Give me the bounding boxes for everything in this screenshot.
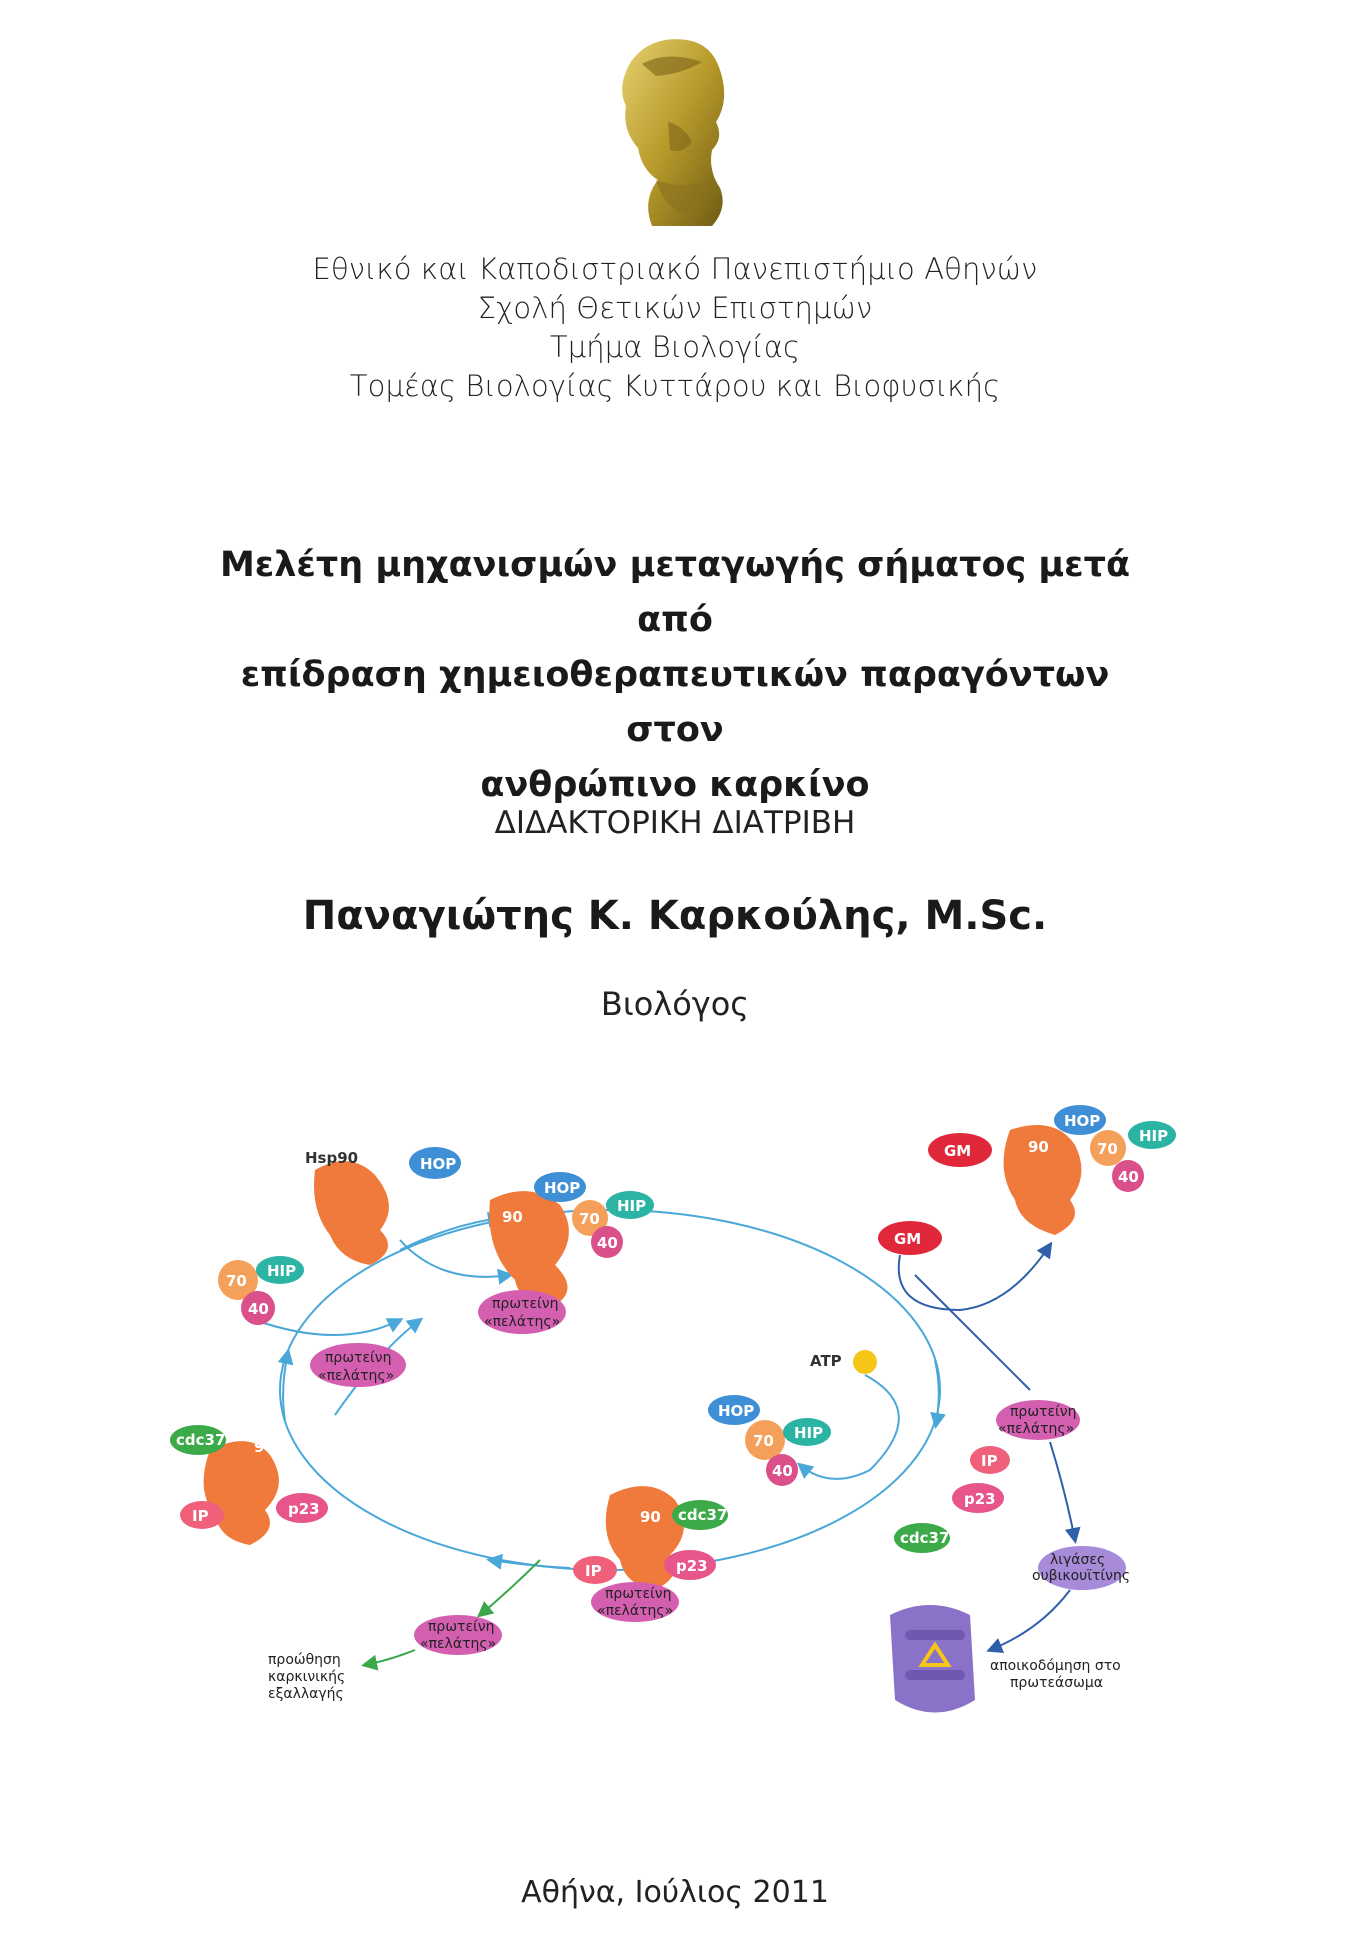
place-date: Αθήνα, Ιούλιος 2011 (521, 1875, 829, 1910)
arrow-hsp70-in (255, 1320, 400, 1335)
cycle-arrow-bottom (490, 1560, 570, 1568)
arrow-hsp90-in (400, 1240, 510, 1277)
hsp40-label-gm: 40 (1118, 1168, 1139, 1186)
cdc37-label-1: cdc37 (176, 1431, 226, 1449)
hsp70-label-1: 70 (226, 1272, 247, 1290)
hsp40-label-1: 40 (248, 1300, 269, 1318)
department-name: Τμήμα Βιολογίας (549, 330, 801, 364)
atp-molecule (800, 1350, 899, 1479)
school-name: Σχολή Θετικών Επιστημών (477, 291, 873, 325)
thesis-type: ΔΙΔΑΚΤΟΡΙΚΗ ΔΙΑΤΡΙΒΗ (494, 805, 856, 841)
intermediate-complex (478, 1172, 654, 1334)
gm-label-2: GM (894, 1230, 922, 1248)
client-label-bottom-2: «πελάτης» (597, 1603, 674, 1619)
p23-label-2: p23 (676, 1557, 708, 1575)
gm-label-1: GM (944, 1142, 972, 1160)
hsp90-free-molecule (305, 1147, 461, 1265)
client-label-right-2: «πελάτης» (998, 1421, 1075, 1437)
ip-label-1: IP (192, 1507, 209, 1525)
gm-bound-complex (928, 1105, 1176, 1235)
athena-head-logo-icon (612, 30, 742, 230)
sector-name: Τομέας Βιολογίας Κυττάρου και Βιοφυσικής (349, 369, 1001, 403)
hsp40-label-2: 40 (597, 1234, 618, 1252)
cdc37-label-2: cdc37 (678, 1506, 728, 1524)
atp-label: ATP (810, 1352, 842, 1370)
hop-label-1: HOP (420, 1155, 457, 1173)
transformation-caption-1: προώθηση (268, 1652, 341, 1668)
hip-label-3: HIP (794, 1424, 824, 1442)
p23-label-3: p23 (964, 1490, 996, 1508)
degradation-caption-1: αποικοδόμηση στο (990, 1658, 1121, 1674)
hop-label-2: HOP (544, 1179, 581, 1197)
thesis-title (210, 538, 1140, 813)
hsp90-label-gm: 90 (1028, 1138, 1049, 1156)
author-role: Βιολόγος (600, 985, 750, 1023)
thesis-title-line1: Μελέτη μηχανισμών μεταγωγής σήματος μετά από (219, 545, 1131, 640)
hip-label-2: HIP (617, 1197, 647, 1215)
proteasome-icon (890, 1605, 975, 1713)
hsp90-label-4: 90 (640, 1508, 661, 1526)
hsp90-cycle-diagram (170, 1090, 1190, 1750)
hsp90-label-2: 90 (502, 1208, 523, 1226)
hsp40-label-3: 40 (772, 1462, 793, 1480)
author-name: Παναγιώτης Κ. Καρκούλης, M.Sc. (302, 893, 1048, 939)
hip-label-gm: HIP (1139, 1127, 1169, 1145)
gm-drug (878, 1221, 1050, 1310)
hsp70-label-gm: 70 (1097, 1140, 1118, 1158)
client-label-bottom-1: πρωτείνη (605, 1586, 672, 1602)
transformation-caption-3: εξαλλαγής (268, 1686, 344, 1702)
university-logo (612, 30, 742, 230)
client-label-released-1: πρωτείνη (428, 1619, 495, 1635)
hsp70-label-2: 70 (579, 1210, 600, 1228)
client-label-left-1: πρωτείνη (325, 1350, 392, 1366)
mature-complex-left (170, 1425, 328, 1545)
client-protein-left (310, 1343, 406, 1387)
p23-label-1: p23 (288, 1500, 320, 1518)
university-name: Εθνικό και Καποδιστριακό Πανεπιστήμιο Αθηνών (312, 252, 1038, 286)
thesis-title-line2: επίδραση χημειοθεραπευτικών παραγόντων στον (240, 655, 1110, 750)
client-label-left-2: «πελάτης» (318, 1368, 395, 1384)
ligases-caption-2: ουβικουϊτίνης (1032, 1568, 1131, 1584)
institution-block (0, 250, 1350, 406)
client-label-top-2: «πελάτης» (484, 1314, 561, 1330)
hsp90-label: Hsp90 (305, 1149, 359, 1167)
ip-label-2: IP (585, 1562, 602, 1580)
hop-label-gm: HOP (1064, 1112, 1101, 1130)
released-client (268, 1560, 540, 1702)
client-label-released-2: «πελάτης» (420, 1636, 497, 1652)
ip-label-3: IP (981, 1452, 998, 1470)
hip-label-1: HIP (267, 1262, 297, 1280)
hsp70-complex-left (218, 1256, 304, 1325)
client-label-top-1: πρωτείνη (492, 1296, 559, 1312)
thesis-title-line3: ανθρώπινο καρκίνο (480, 765, 870, 805)
hop-label-3: HOP (718, 1402, 755, 1420)
degradation-caption-2: πρωτεάσωμα (1010, 1675, 1103, 1691)
ligases-caption-1: λιγάσες (1050, 1552, 1106, 1568)
mature-complex-bottom (573, 1486, 728, 1622)
cdc37-label-3: cdc37 (900, 1529, 950, 1547)
hsp90-label-3: 90 (254, 1438, 275, 1456)
transformation-caption-2: καρκινικής (268, 1669, 346, 1685)
client-label-right-1: πρωτείνη (1010, 1404, 1077, 1420)
hsp70-label-3: 70 (753, 1432, 774, 1450)
